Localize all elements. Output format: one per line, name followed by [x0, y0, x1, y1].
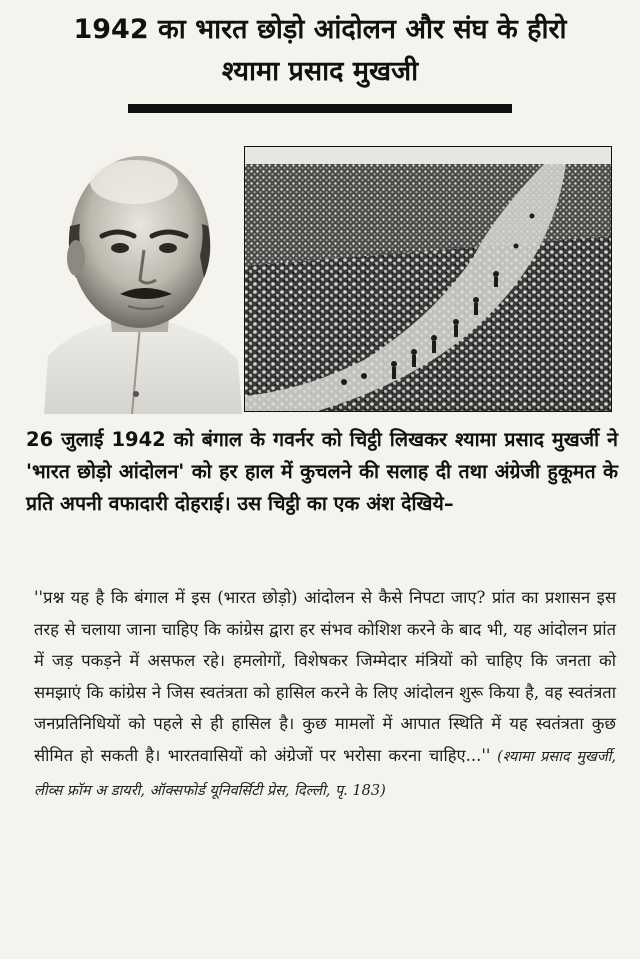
portrait-photo	[40, 146, 242, 414]
headline-line-2: श्यामा प्रसाद मुखजी	[221, 56, 419, 87]
headline	[0, 10, 640, 92]
intro-paragraph: 26 जुलाई 1942 को बंगाल के गवर्नर को चिट्ठी लिखकर श्यामा प्रसाद मुखर्जी ने 'भारत छोड़ो आंदोलन' को हर हाल में कुचलने की सलाह दी तथा अंग्रेजी हुकूमत के प्रति अपनी वफादारी दोहराई। उस चिट्ठी का एक अंश देखिये–	[26, 428, 618, 515]
headline-underline	[128, 104, 512, 113]
quote-text: ''प्रश्न यह है कि बंगाल में इस (भारत छोड़ो) आंदोलन से कैसे निपटा जाए? प्रांत का प्रशासन इस तरह से चलाया जाना चाहिए कि कांग्रेस द्वारा हर संभव कोशिश करने के बाद भी, यह आंदोलन प्रांत में जड़ पकड़ने में असफल रहे। हमलोगों, विशेषकर जिम्मेदार मंत्रियों को चाहिए कि जनता को समझाएं कि कांग्रेस ने जिस स्वतंत्रता को हासिल करने के लिए आंदोलन शुरू किया है, वह स्वतंत्रता जनप्रतिनिधियों को पहले से ही हासिल है। कुछ मामलों में आपात स्थिति में यह स्वतंत्रता कुछ सीमित हो सकती है। भारतवासियों को अंग्रेजों पर भरोसा करना चाहिए...''	[34, 588, 616, 765]
crowd-procession-photo	[244, 146, 612, 412]
quote-citation: (श्यामा प्रसाद मुखर्जी, लीव्स फ्रॉम अ डायरी, ऑक्सफोर्ड यूनिवर्सिटी प्रेस, दिल्ली, पृ. 183)	[34, 748, 616, 799]
letter-quote	[34, 582, 616, 807]
headline-line-1: 1942 का भारत छोड़ो आंदोलन और संघ के हीरो	[73, 14, 567, 45]
